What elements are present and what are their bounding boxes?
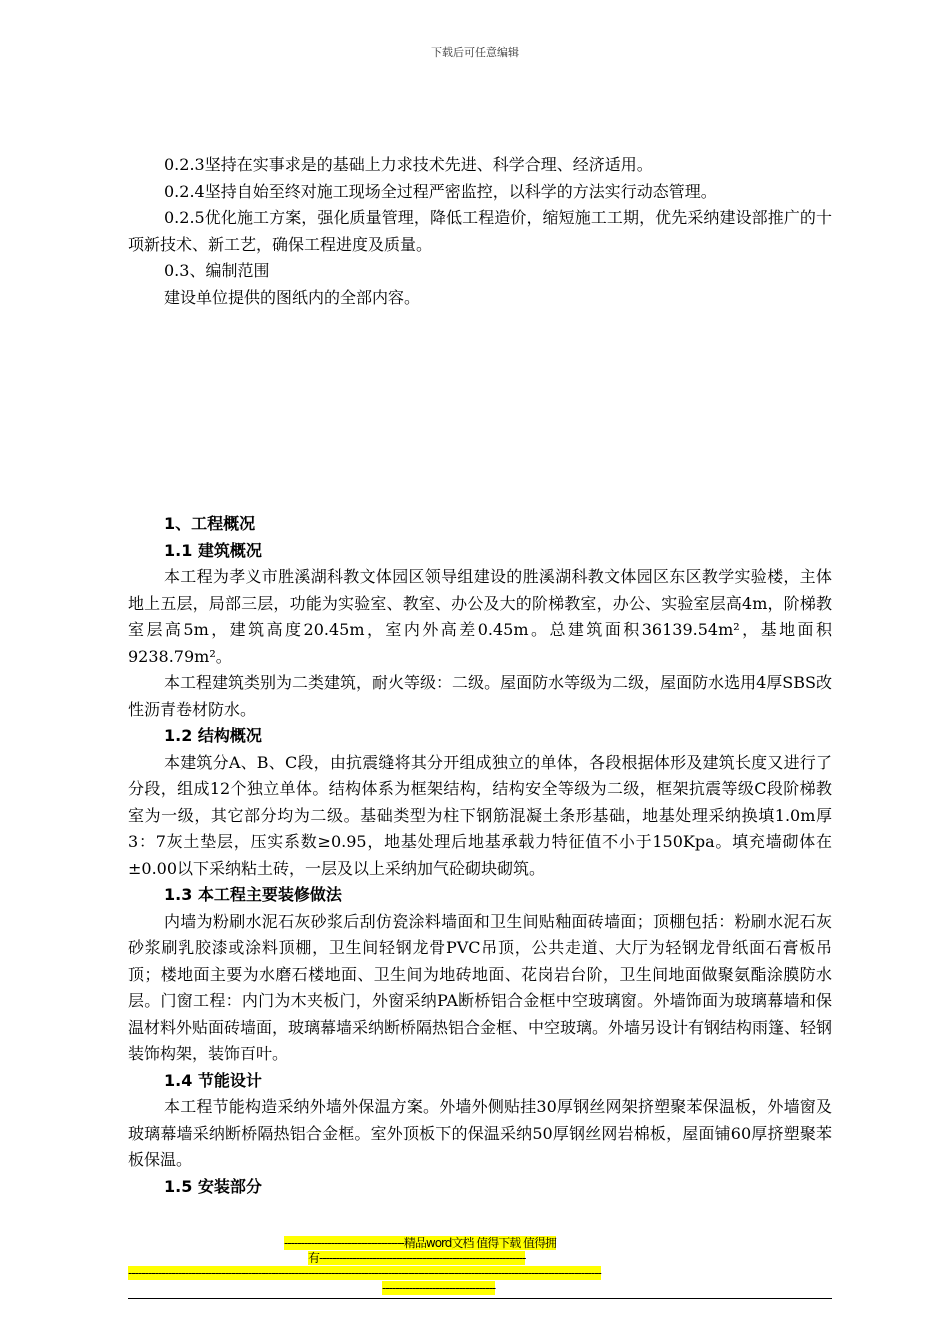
footer-divider [128,1298,832,1299]
section-1-2-paragraph-1: 本建筑分A、B、C段，由抗震缝将其分开组成独立的单体，各段根据体形及建筑长度又进行了分段，组成12个独立单体。结构体系为框架结构，结构安全等级为二级，框架抗震等级C段阶梯教室为一级，其它部分均为二级。基础类型为柱下钢筋混凝土条形基础，地基处理采纳换填1.0m厚3：7灰土垫层，压实系数≥0.95，地基处理后地基承载力特征值不小于150Kpa。填充墙砌体在±0.00以下采纳粘土砖，一层及以上采纳加气砼砌块砌筑。 [128,752,832,878]
section-1-1-title: 1.1 建筑概况 [164,540,262,560]
section-1-title: 1、工程概况 [164,514,256,533]
section-1-5-title: 1.5 安装部分 [164,1176,262,1196]
document-body [128,152,832,1200]
intro-item-0-3: 0.3、编制范围 [164,261,270,280]
footer-line-4: ---------------------------------- [382,1281,496,1295]
section-1-3-title: 1.3 本工程主要装修做法 [164,885,342,904]
footer-watermark [128,1236,832,1296]
footer-line-3: ---------------------------------------------------------------------------------------------------------------------------------------------- [128,1266,601,1280]
intro-item-0-2-3: 0.2.3坚持在实事求是的基础上力求技术先进、科学合理、经济适用。 [164,155,653,174]
section-1-2-title: 1.2 结构概况 [164,726,262,745]
section-1-3-paragraph-1: 内墙为粉刷水泥石灰砂浆后刮仿瓷涂料墙面和卫生间贴釉面砖墙面；顶棚包括：粉刷水泥石灰砂浆刷乳胶漆或涂料顶棚，卫生间轻钢龙骨PVC吊顶，公共走道、大厅为轻钢龙骨纸面石膏板吊顶；楼地面主要为水磨石楼地面、卫生间为地砖地面、花岗岩台阶，卫生间地面做聚氨酯涂膜防水层。门窗工程：内门为木夹板门，外窗采纳PA断桥铝合金框中空玻璃窗。外墙饰面为玻璃幕墙和保温材料外贴面砖墙面，玻璃幕墙采纳断桥隔热铝合金框、中空玻璃。外墙另设计有钢结构雨篷、轻钢装饰构架，装饰百叶。 [128,911,833,1063]
section-1-4-paragraph-1: 本工程节能构造采纳外墙外保温方案。外墙外侧贴挂30厚钢丝网架挤塑聚苯保温板，外墙窗及玻璃幕墙采纳断桥隔热铝合金框。室外顶板下的保温采纳50厚钢丝网岩棉板，屋面铺60厚挤塑聚苯板保温。 [128,1097,832,1169]
intro-item-scope: 建设单位提供的图纸内的全部内容。 [164,287,421,307]
section-1-4-title: 1.4 节能设计 [164,1070,262,1090]
footer-line-1: ------------------------------------精品word文档 值得下载 值得拥 [284,1236,557,1250]
section-1-1-paragraph-1: 本工程为孝义市胜溪湖科教文体园区领导组建设的胜溪湖科教文体园区东区教学实验楼，主体地上五层，局部三层，功能为实验室、教室、办公及大的阶梯教室，办公、实验室层高4m，阶梯教室层高5m，建筑高度20.45m，室内外高差0.45m。总建筑面积36139.54m²，基地面积9238.79m²。 [128,567,832,666]
intro-item-0-2-5: 0.2.5优化施工方案，强化质量管理，降低工程造价，缩短施工工期，优先采纳建设部推广的十项新技术、新工艺，确保工程进度及质量。 [128,208,832,254]
spacer [128,311,832,511]
page-header: 下载后可任意编辑 [431,46,519,59]
intro-item-0-2-4: 0.2.4坚持自始至终对施工现场全过程严密监控，以科学的方法实行动态管理。 [164,181,717,201]
section-1-1-paragraph-2: 本工程建筑类别为二类建筑，耐火等级：二级。屋面防水等级为二级，屋面防水选用4厚SBS改性沥青卷材防水。 [128,673,832,719]
footer-line-2: 有-------------------------------------------------------------- [308,1251,526,1265]
